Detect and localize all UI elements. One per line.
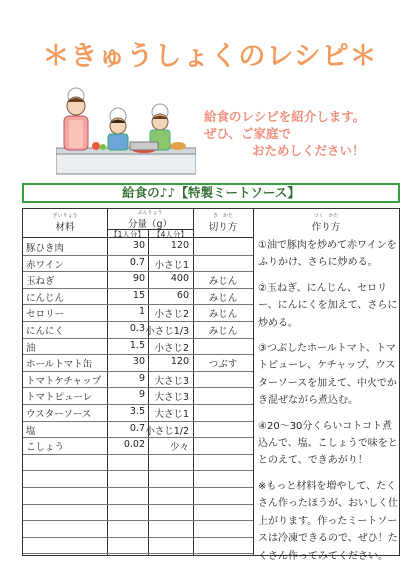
amount-four-person: 60 (176, 289, 189, 301)
intro-line: おためしください！ (252, 143, 365, 158)
ingredient-name: にんにく (26, 326, 65, 337)
amount-four-person: 小さじ1/3 (145, 326, 189, 337)
row-divider (23, 553, 253, 554)
cut-style: つぶす (208, 359, 238, 371)
method-step: ④20～30分くらいコトコト煮込んで、塩、こしょうで味をととのえて、できあがり！ (258, 420, 398, 467)
amount-one-person: 9 (138, 389, 145, 401)
intro-text (204, 108, 404, 159)
method-step: ③つぶしたホールトマト、トマトピューレ、ケチャップ、ウスターソースを加えて、中火でかき混ぜながら煮込む。 (258, 343, 397, 407)
amount-four-person: 小さじ1 (154, 259, 189, 271)
amount-four-person: 小さじ2 (154, 342, 189, 354)
header-ingredient: ざいりょう 材料 (52, 213, 78, 233)
amount-four-person: 400 (170, 273, 189, 285)
method-text (258, 237, 398, 573)
amount-one-person: 0.7 (129, 422, 145, 434)
cut-style: みじん (208, 276, 238, 288)
amount-one-person: 1.5 (129, 339, 145, 351)
ingredient-row (23, 238, 253, 254)
ingredient-name: こしょう (26, 442, 65, 454)
ingredient-row (23, 338, 253, 354)
recipe-name-banner: 給食の♪♪【特製ミートソース】 (22, 183, 400, 203)
ingredient-name: トマトケチャップ (26, 375, 102, 387)
header-cut: き かた 切り方 (208, 213, 238, 233)
row-divider (23, 487, 253, 488)
ingredient-name: 玉ねぎ (26, 276, 55, 288)
amount-four-person: 大さじ1 (154, 409, 189, 420)
method-step: ①油で豚肉を炒めて赤ワインをふりかけ、さらに炒める。 (258, 240, 397, 269)
amount-one-person: 0.02 (123, 439, 145, 451)
cut-style: みじん (208, 309, 238, 321)
amount-four-person: 120 (170, 240, 189, 251)
ingredient-row (23, 288, 253, 304)
ingredient-name: にんじん (26, 292, 65, 304)
row-divider (23, 537, 253, 538)
amount-one-person: 15 (132, 289, 145, 301)
ingredient-row (23, 354, 253, 370)
ingredient-row (23, 437, 253, 453)
row-divider (23, 454, 253, 455)
ingredient-name: 豚ひき肉 (26, 243, 65, 254)
ingredient-row (23, 371, 253, 387)
amount-four-person: 少々 (169, 442, 189, 454)
ingredient-row (23, 387, 253, 403)
intro-line: ぜひ、ご家庭で (204, 126, 292, 141)
amount-four-person: 大さじ3 (154, 375, 189, 387)
ingredient-row (23, 321, 253, 337)
amount-four-person: 小さじ2 (154, 309, 189, 321)
amount-four-person: 大さじ3 (154, 392, 189, 404)
amount-one-person: 30 (132, 240, 145, 251)
ingredient-name: 塩 (26, 425, 36, 437)
amount-four-person: 小さじ1/2 (145, 425, 189, 437)
cooking-illustration-icon (56, 86, 196, 176)
amount-one-person: 90 (132, 273, 145, 285)
ingredient-row (23, 404, 253, 420)
row-divider (23, 470, 253, 471)
amount-one-person: 0.7 (129, 256, 145, 268)
method-note: ※もっと材料を増やして、たくさん作ったほうが、おいしく仕上がります。作ったミートソースは冷凍できるので、ぜひ！たくさん作ってみてください。 (258, 480, 398, 562)
ingredient-row (23, 271, 253, 287)
amount-one-person: 0.3 (129, 323, 145, 334)
header-amount: ぶんりょう 分量（g） (127, 210, 173, 230)
amount-four-person: 120 (170, 356, 189, 368)
ingredient-row (23, 304, 253, 320)
header-one-person: 【1人分】 (110, 230, 145, 239)
ingredient-row (23, 255, 253, 271)
row-divider (23, 520, 253, 521)
method-step: ②玉ねぎ、にんじん、セロリー、にんにくを加えて、さらに炒める。 (258, 282, 398, 329)
ingredient-name: セロリー (26, 309, 65, 321)
amount-one-person: 3.5 (129, 406, 145, 417)
amount-one-person: 1 (138, 306, 145, 318)
cut-style: みじん (208, 326, 238, 337)
ingredient-name: トマトピューレ (26, 392, 93, 404)
header-method: つく かた 作り方 (311, 213, 341, 233)
ingredient-name: 赤ワイン (26, 259, 64, 271)
amount-one-person: 9 (138, 372, 145, 384)
ingredient-name: ウスターソース (26, 409, 92, 420)
ingredient-name: 油 (26, 342, 36, 354)
ingredient-name: ホールトマト缶 (26, 359, 93, 371)
row-divider (23, 504, 253, 505)
intro-line: 給食のレシピを紹介します。 (204, 109, 366, 124)
header-four-person: 【4人分】 (153, 230, 188, 239)
ingredient-row (23, 421, 253, 437)
page-title: ＊きゅうしょくのレシピ＊ (42, 41, 378, 72)
amount-one-person: 30 (132, 356, 145, 368)
cut-style: みじん (208, 292, 238, 304)
recipe-table (22, 208, 400, 562)
